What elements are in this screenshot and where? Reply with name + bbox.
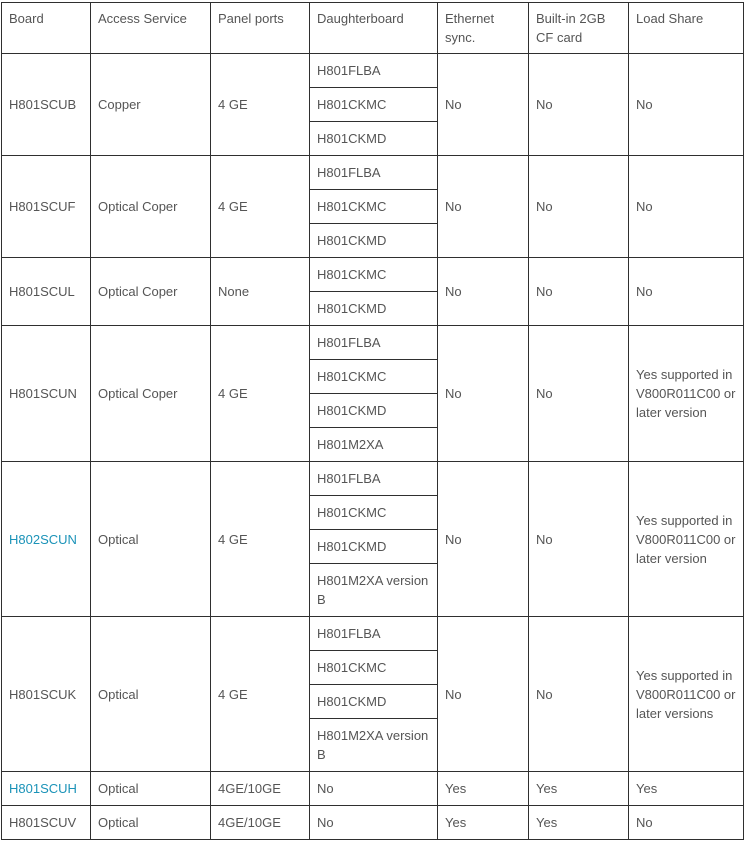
daughterboard-cell: H801FLBA — [310, 617, 438, 651]
header-ethernet-sync: Ethernet sync. — [438, 3, 529, 54]
header-load-share: Load Share — [629, 3, 744, 54]
eth-cell: Yes — [438, 772, 529, 806]
daughterboard-cell: H801CKMD — [310, 394, 438, 428]
access-cell: Optical — [91, 462, 211, 617]
ports-cell: 4 GE — [211, 617, 310, 772]
table-row — [2, 806, 744, 840]
table-row — [2, 258, 744, 292]
daughterboard-cell: H801CKMD — [310, 224, 438, 258]
board-cell: H801SCUB — [2, 54, 91, 156]
daughterboard-cell: H801CKMD — [310, 292, 438, 326]
load-cell: Yes supported in V800R011C00 or later versions — [629, 617, 744, 772]
load-cell: Yes supported in V800R011C00 or later version — [629, 462, 744, 617]
eth-cell: No — [438, 258, 529, 326]
access-cell: Copper — [91, 54, 211, 156]
ports-cell: 4 GE — [211, 156, 310, 258]
ports-cell: None — [211, 258, 310, 326]
board-cell: H801SCUF — [2, 156, 91, 258]
daughterboard-cell: H801CKMC — [310, 88, 438, 122]
board-cell: H801SCUK — [2, 617, 91, 772]
ports-cell: 4GE/10GE — [211, 772, 310, 806]
board-comparison-table — [1, 2, 744, 840]
table-row — [2, 326, 744, 360]
cf-cell: No — [529, 156, 629, 258]
table-row — [2, 54, 744, 88]
table-row — [2, 617, 744, 651]
table-row — [2, 772, 744, 806]
cf-cell: No — [529, 462, 629, 617]
cf-cell: No — [529, 326, 629, 462]
load-cell: No — [629, 806, 744, 840]
daughterboard-cell: No — [310, 772, 438, 806]
load-cell: No — [629, 258, 744, 326]
daughterboard-cell: H801FLBA — [310, 326, 438, 360]
load-cell: Yes — [629, 772, 744, 806]
board-cell: H801SCUV — [2, 806, 91, 840]
header-daughterboard: Daughterboard — [310, 3, 438, 54]
board-link[interactable]: H802SCUN — [2, 462, 91, 617]
header-cf-card: Built-in 2GB CF card — [529, 3, 629, 54]
board-link[interactable]: H801SCUH — [2, 772, 91, 806]
header-board: Board — [2, 3, 91, 54]
daughterboard-cell: H801CKMC — [310, 496, 438, 530]
daughterboard-cell: H801FLBA — [310, 462, 438, 496]
eth-cell: No — [438, 156, 529, 258]
ports-cell: 4 GE — [211, 462, 310, 617]
eth-cell: No — [438, 326, 529, 462]
table-row — [2, 462, 744, 496]
load-cell: No — [629, 54, 744, 156]
header-panel-ports: Panel ports — [211, 3, 310, 54]
access-cell: Optical Coper — [91, 258, 211, 326]
header-access-service: Access Service — [91, 3, 211, 54]
ports-cell: 4 GE — [211, 326, 310, 462]
daughterboard-cell: H801M2XA version B — [310, 719, 438, 772]
cf-cell: No — [529, 617, 629, 772]
ports-cell: 4GE/10GE — [211, 806, 310, 840]
daughterboard-cell: H801CKMC — [310, 360, 438, 394]
eth-cell: No — [438, 617, 529, 772]
board-cell: H801SCUN — [2, 326, 91, 462]
load-cell: No — [629, 156, 744, 258]
eth-cell: No — [438, 462, 529, 617]
daughterboard-cell: H801M2XA version B — [310, 564, 438, 617]
table-row — [2, 156, 744, 190]
cf-cell: Yes — [529, 772, 629, 806]
access-cell: Optical — [91, 617, 211, 772]
daughterboard-cell: H801CKMC — [310, 190, 438, 224]
eth-cell: No — [438, 54, 529, 156]
daughterboard-cell: H801CKMD — [310, 530, 438, 564]
daughterboard-cell: H801FLBA — [310, 54, 438, 88]
daughterboard-cell: H801CKMC — [310, 258, 438, 292]
access-cell: Optical — [91, 772, 211, 806]
access-cell: Optical — [91, 806, 211, 840]
eth-cell: Yes — [438, 806, 529, 840]
daughterboard-cell: H801FLBA — [310, 156, 438, 190]
access-cell: Optical Coper — [91, 156, 211, 258]
daughterboard-cell: H801CKMD — [310, 685, 438, 719]
board-cell: H801SCUL — [2, 258, 91, 326]
daughterboard-cell: H801CKMD — [310, 122, 438, 156]
cf-cell: Yes — [529, 806, 629, 840]
daughterboard-cell: No — [310, 806, 438, 840]
load-cell: Yes supported in V800R011C00 or later version — [629, 326, 744, 462]
daughterboard-cell: H801CKMC — [310, 651, 438, 685]
ports-cell: 4 GE — [211, 54, 310, 156]
cf-cell: No — [529, 258, 629, 326]
cf-cell: No — [529, 54, 629, 156]
daughterboard-cell: H801M2XA — [310, 428, 438, 462]
header-row — [2, 3, 744, 54]
access-cell: Optical Coper — [91, 326, 211, 462]
